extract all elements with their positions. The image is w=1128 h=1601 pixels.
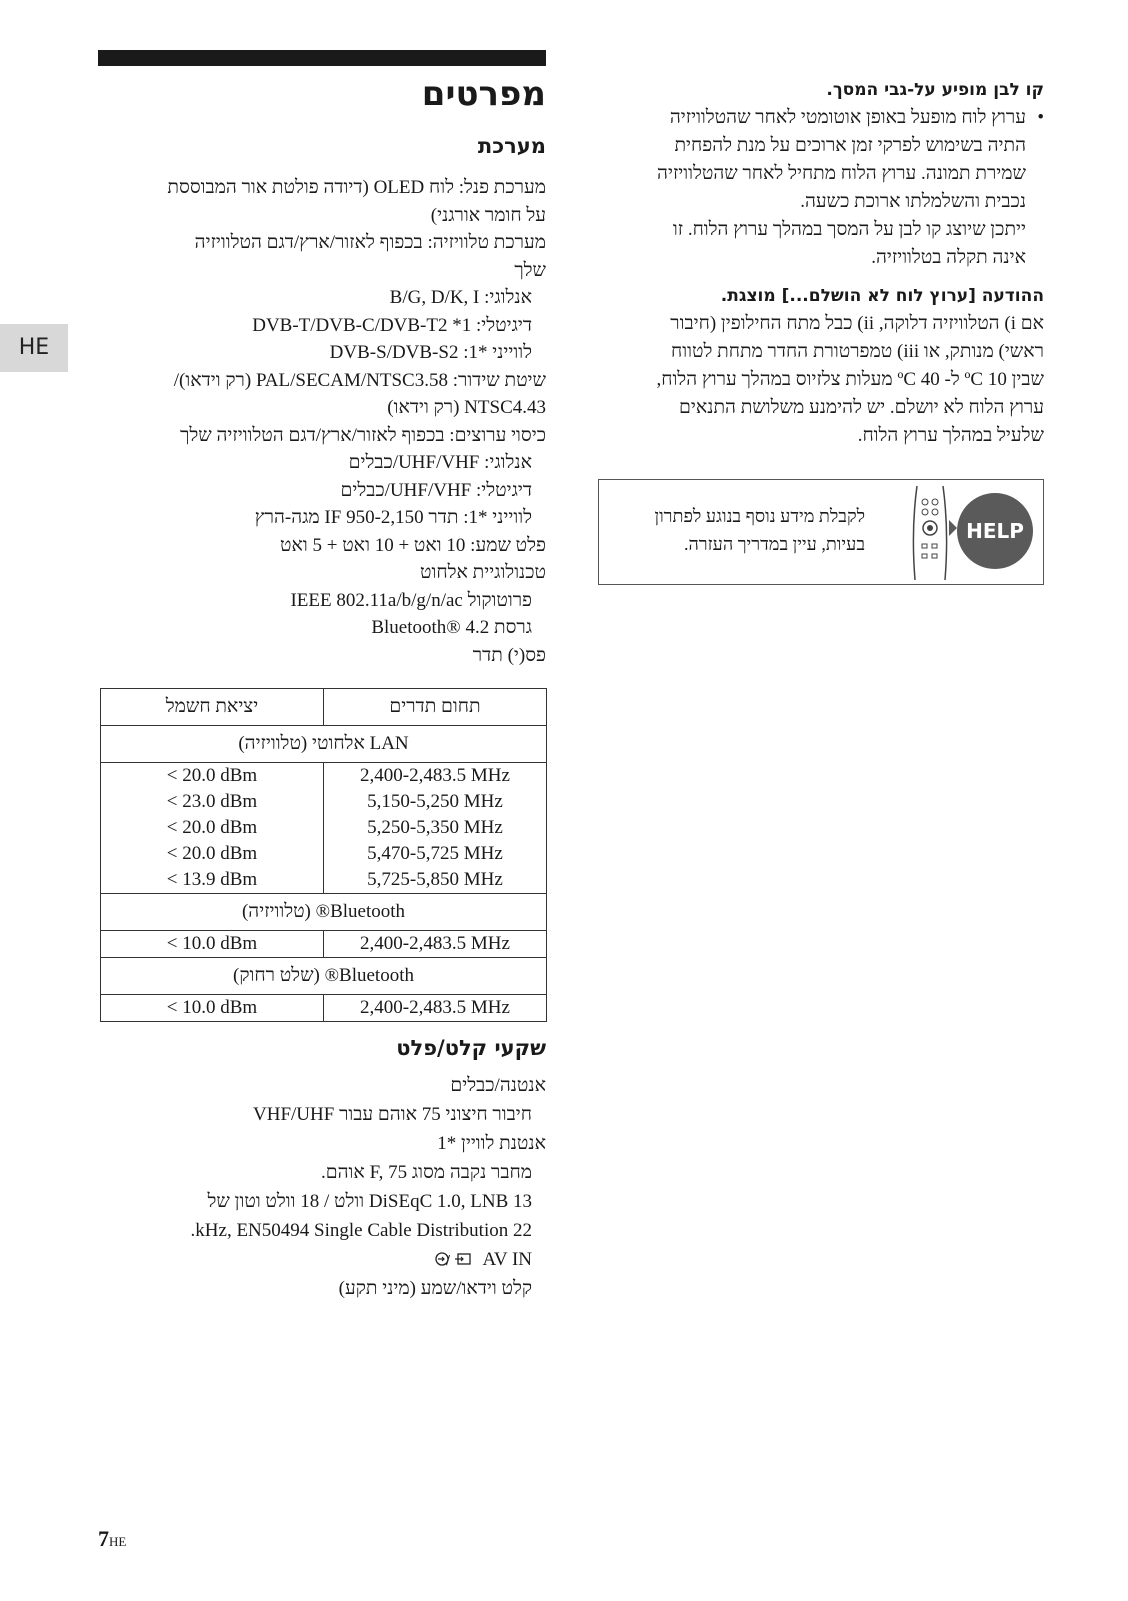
spec-line: על חומר אורגני) [430, 204, 546, 226]
body-line: שמירת תמונה. ערוץ הלוח מתחיל לאחר שהטלוויזיה [657, 163, 1026, 184]
help-button-icon: HELP [957, 493, 1033, 569]
body-line: ייתכן שיוצג קו לבן על המסך במהלך ערוץ הלוח. זו [672, 219, 1026, 240]
message-heading: ההודעה [ערוץ לוח לא הושלם...] מוצגת. [720, 286, 1044, 306]
frequency-value: 2,400-2,483.5 MHz [360, 765, 510, 786]
power-value: < 10.0 dBm [166, 997, 258, 1018]
frequency-value: 5,725-5,850 MHz [367, 869, 503, 890]
body-line: ראשי) מנותק, או iii) טמפרטורת החדר מתחת לטווח [671, 341, 1044, 362]
terminal-line: אנטנת לוויין *1 [437, 1133, 546, 1154]
system-spec [98, 174, 546, 669]
frequency-table [100, 688, 547, 1022]
page-title: מפרטים [421, 74, 546, 114]
body-line: שלעיל במהלך ערוץ הלוח. [857, 425, 1044, 446]
magnet-heading: קו לבן מופיע על-גבי המסך. [826, 80, 1044, 100]
terminal-line: 22 kHz, EN50494 Single Cable Distribution. [190, 1220, 532, 1241]
spec-line: NTSC4.43 (רק וידאו) [387, 397, 546, 418]
spec-line: אנלוגי: UHF/VHF/כבלים [348, 452, 532, 473]
spec-line: טכנולוגיית אלחוט [420, 562, 546, 583]
frequency-value: 2,400-2,483.5 MHz [360, 933, 510, 954]
page-number [98, 1526, 126, 1552]
page-number-suffix: HE [109, 1534, 127, 1549]
spec-line: פרוטוקול IEEE 802.11a/b/g/n/ac [290, 589, 532, 611]
bullet-item [598, 104, 1044, 272]
table-section-title: Bluetooth® (שלט רחוק) [101, 958, 547, 995]
help-text [615, 502, 865, 558]
spec-line: מערכת פנל: לוח OLED (דיודה פולטת אור המבוססת [167, 177, 546, 198]
power-cell [101, 763, 324, 894]
spec-line: כיסוי ערוצים: בכפוף לאזור/ארץ/דגם הטלוויזיה שלך [180, 424, 546, 446]
terminal-line: מחבר נקבה מסוג F, 75 אוהם. [321, 1162, 532, 1183]
power-value: < 23.0 dBm [166, 791, 258, 812]
av-input-icon [434, 1251, 474, 1267]
spec-line: דיגיטלי: DVB-T/DVB-C/DVB-T2 *1 [252, 314, 532, 336]
terminal-line: DiSEqC 1.0, LNB 13 וולט / 18 וולט וטון של [207, 1191, 532, 1212]
spec-line: גרסת Bluetooth® 4.2 [371, 617, 532, 638]
svg-text:/: / [445, 1253, 450, 1267]
spec-line: פלט שמע: 10 ואט + 10 ואט + 5 ואט [279, 534, 546, 556]
av-in-label: AV IN [482, 1249, 532, 1270]
system-heading: מערכת [477, 134, 546, 158]
terminals-heading: שקעי קלט/פלט [396, 1036, 546, 1060]
terminal-line: חיבור חיצוני 75 אוהם עבור VHF/UHF [253, 1104, 532, 1125]
frequency-value: 5,250-5,350 MHz [367, 817, 503, 838]
frequency-value: 5,470-5,725 MHz [367, 843, 503, 864]
frequency-value: 5,150-5,250 MHz [367, 791, 503, 812]
spec-line: לווייני *1: DVB-S/DVB-S2 [329, 342, 532, 363]
frequency-cell [324, 763, 547, 894]
power-value: < 20.0 dBm [166, 817, 258, 838]
spec-line: אנלוגי: B/G, D/K, I [389, 287, 532, 308]
power-value: < 20.0 dBm [166, 765, 258, 786]
troubleshooting [598, 76, 1044, 450]
terminal-line: קלט וידאו/שמע (מיני תקע) [338, 1278, 532, 1299]
help-text-line: לקבלת מידע נוסף בנוגע לפתרון [654, 506, 865, 526]
frequency-cell [324, 995, 547, 1022]
table-section-title: Bluetooth® (טלוויזיה) [101, 894, 547, 931]
remote-control-icon [899, 480, 957, 584]
power-cell [101, 995, 324, 1022]
terminal-line [98, 1245, 546, 1274]
column-header-power: יציאת חשמל [101, 689, 324, 726]
spec-line: דיגיטלי: UHF/VHF/כבלים [340, 479, 532, 501]
body-line: התיה בשימוש לפרקי זמן ארוכים על מנת להפחית [674, 135, 1026, 156]
spec-line: מערכת טלוויזיה: בכפוף לאזור/ארץ/דגם הטלוויזיה [194, 232, 546, 253]
table-section-title: LAN אלחוטי (טלוויזיה) [101, 726, 547, 763]
spec-line: שיטת שידור: PAL/SECAM/NTSC3.58 (רק וידאו)/ [173, 369, 546, 391]
power-cell [101, 931, 324, 958]
spec-line: פס(י) תדר [472, 644, 546, 666]
help-text-line: בעיות, עיין במדריך העזרה. [683, 534, 865, 554]
body-line: נכבית והשלמלתו ארוכת כשעה. [800, 191, 1026, 212]
page-number-value: 7 [98, 1526, 109, 1551]
body-line: ערוץ הלוח לא יושלם. יש להימנע משלושת התנאים [679, 397, 1044, 418]
body-line: ערוץ לוח מופעל באופן אוטומטי לאחר שהטלוויזיה [669, 107, 1026, 128]
power-value: < 20.0 dBm [166, 843, 258, 864]
body-line: אינה תקלה בטלוויזיה. [871, 247, 1026, 268]
terminals-spec [98, 1071, 546, 1303]
help-note [598, 479, 1044, 585]
language-tab: HE [0, 324, 68, 372]
body-line: אם i) הטלוויזיה דלוקה, ii) כבל מתח החילופין (חיבור [670, 313, 1044, 334]
body-line: שבין 10 ºC ל- 40 ºC מעלות צלזיוס במהלך ערוץ הלוח, [656, 369, 1044, 390]
bullet-icon: • [1037, 107, 1044, 128]
column-header-frequency: תחום תדרים [324, 689, 547, 726]
spec-line: שלך [514, 259, 546, 281]
frequency-value: 2,400-2,483.5 MHz [360, 997, 510, 1018]
terminal-line: אנטנה/כבלים [450, 1075, 546, 1096]
spec-line: לווייני *1: תדר IF 950-2,150 מגה-הרץ [254, 507, 532, 528]
power-value: < 10.0 dBm [166, 933, 258, 954]
frequency-cell [324, 931, 547, 958]
header-bar [98, 50, 546, 66]
power-value: < 13.9 dBm [166, 869, 258, 890]
